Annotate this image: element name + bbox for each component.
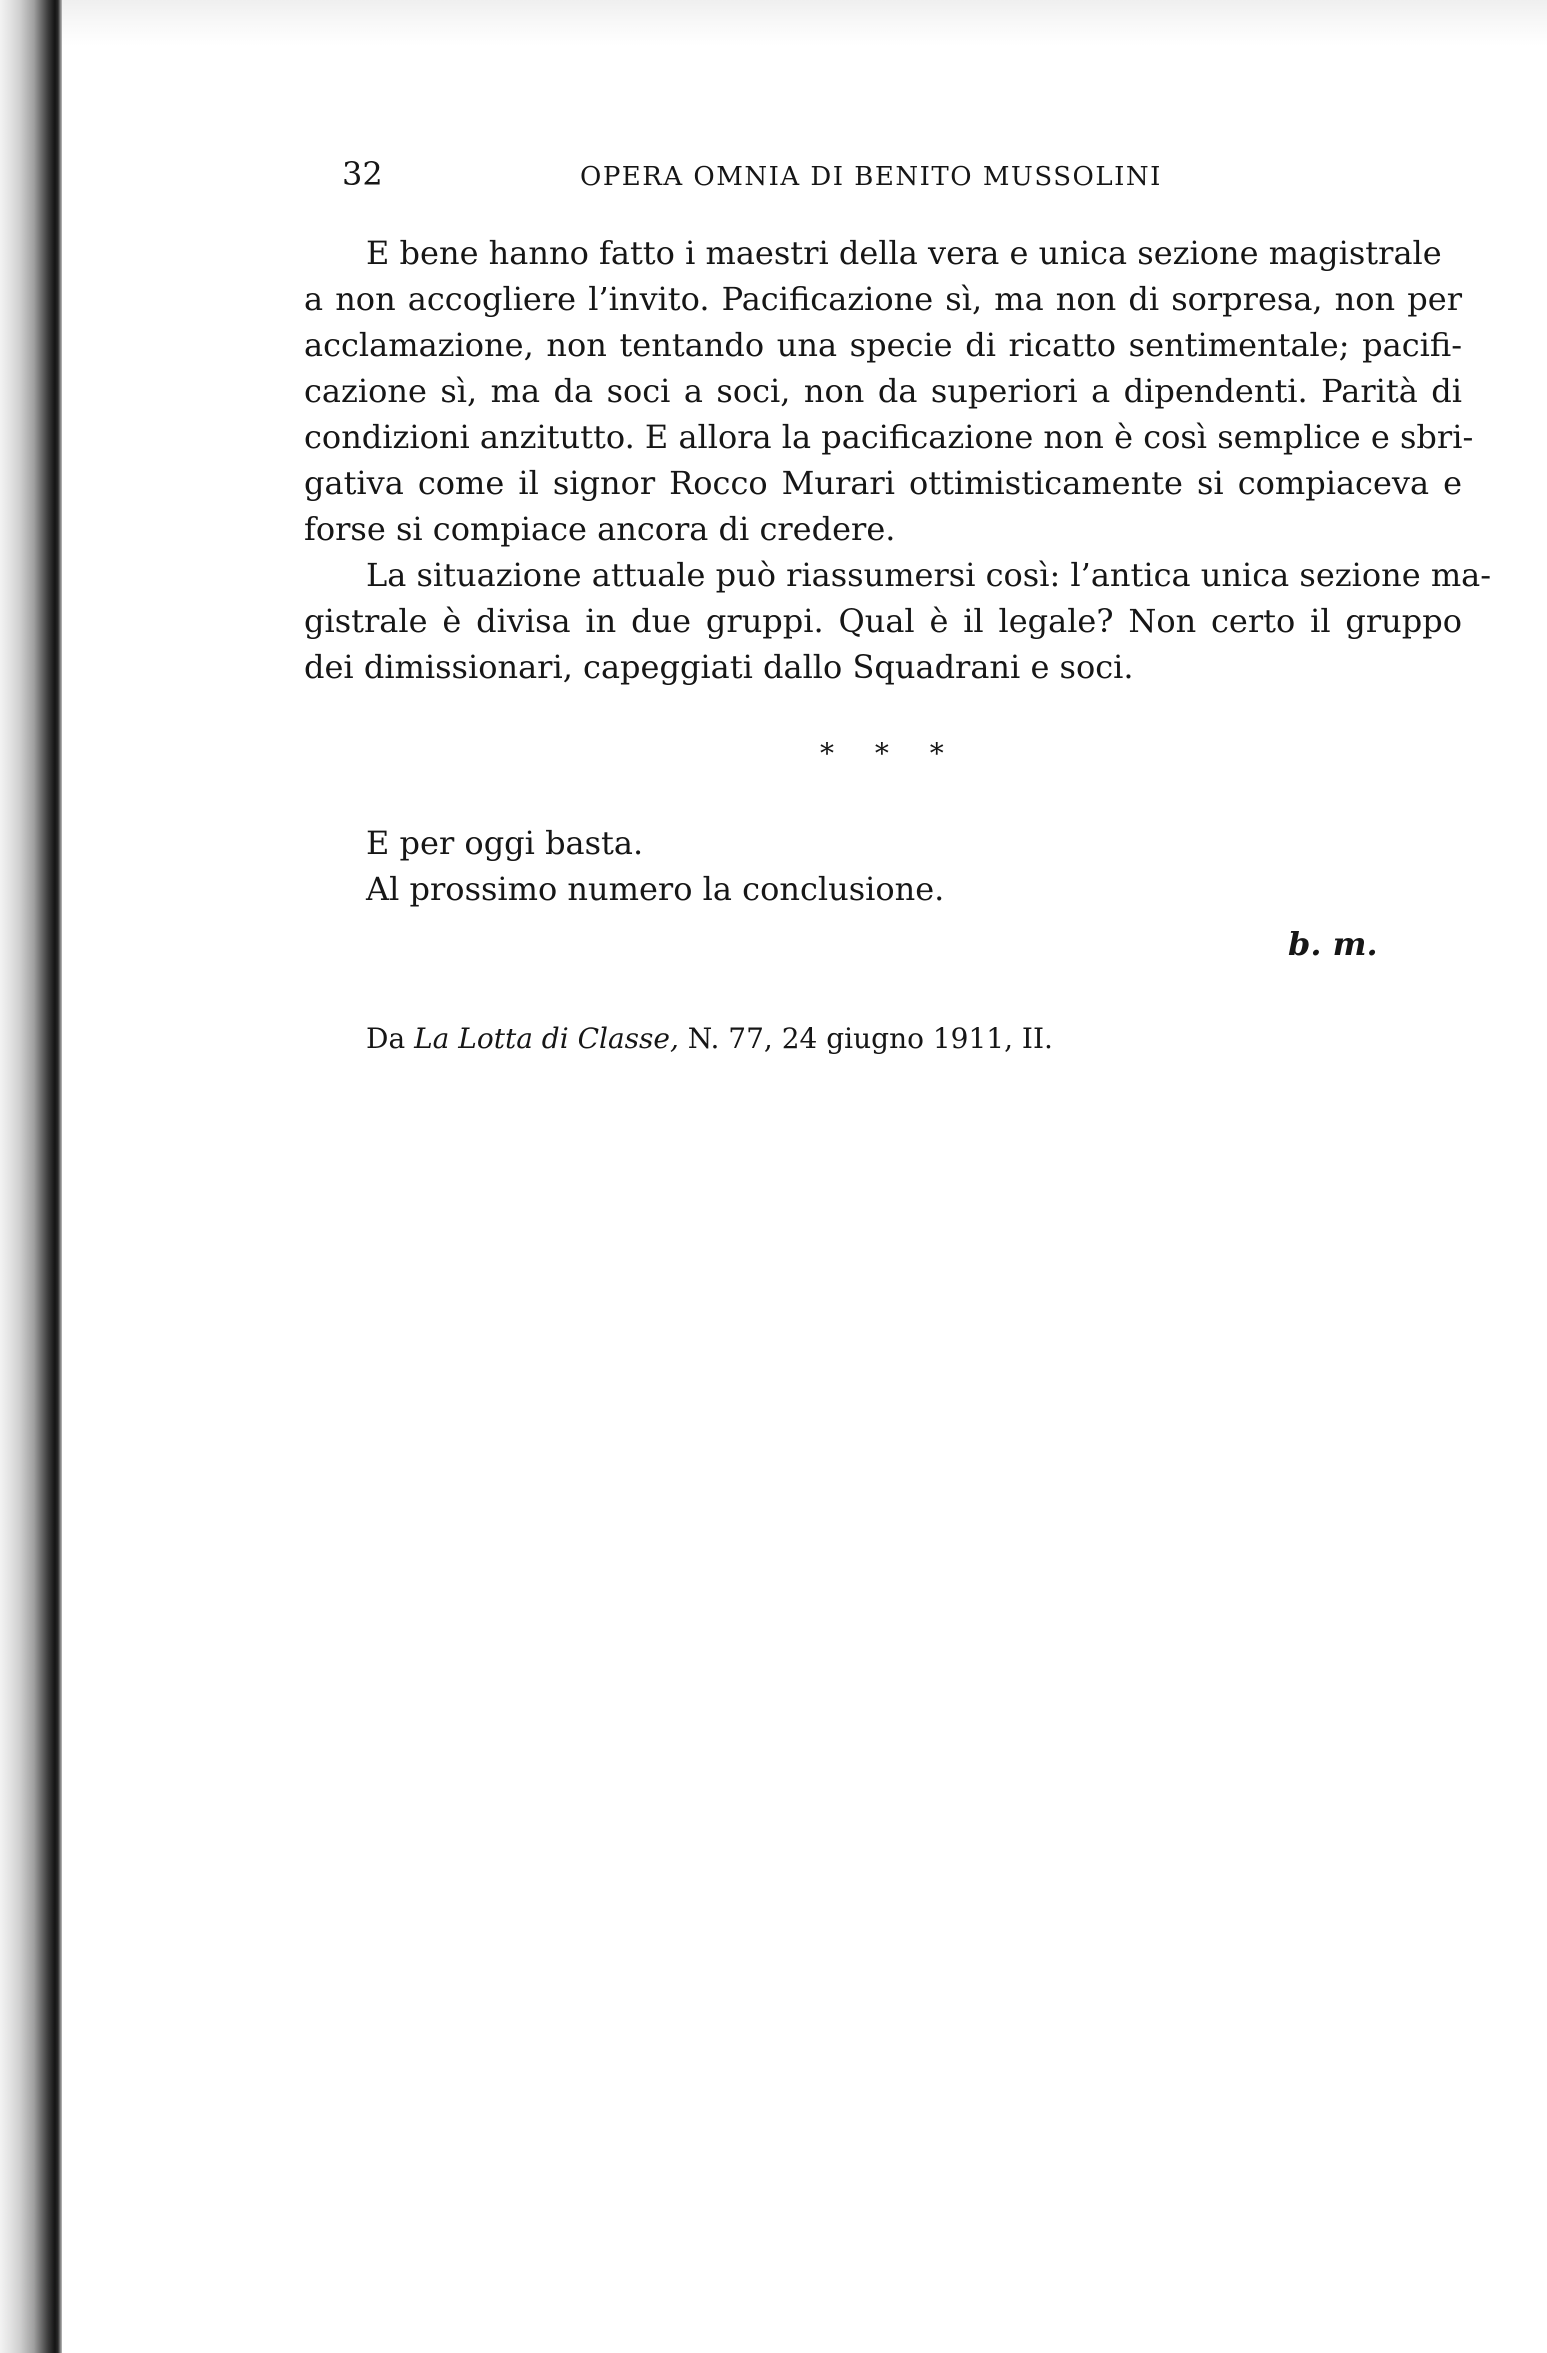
author-signature: b. m. [1288,925,1378,963]
source-details: N. 77, 24 giugno 1911, II. [687,1022,1053,1055]
source-publication: La Lotta di Classe, [414,1022,679,1055]
paragraph-line: E bene hanno fatto i maestri della vera e unica sezione magistrale [366,234,1442,272]
running-title: OPERA OMNIA DI BENITO MUSSOLINI [580,162,1162,192]
scanned-top-shadow [62,0,1547,46]
source-prefix: Da [366,1022,406,1055]
paragraph-line: La situazione attuale può riassumersi così: l’antica unica sezione ma- [366,556,1492,594]
closing-line: Al prossimo numero la conclusione. [366,870,945,908]
scanned-page-edge [0,0,62,2353]
closing-line: E per oggi basta. [366,824,644,862]
paragraph-line: gistrale è divisa in due gruppi. Qual è il legale? Non certo il gruppo [304,602,1462,640]
paragraph-line: condizioni anzitutto. E allora la pacificazione non è così semplice e sbri- [304,418,1474,456]
paragraph-line: forse si compiace ancora di credere. [304,510,896,548]
paragraph-line: a non accogliere l’invito. Pacificazione sì, ma non di sorpresa, non per [304,280,1462,318]
paragraph-line: dei dimissionari, capeggiati dallo Squadrani e soci. [304,648,1134,686]
source-citation [366,1020,1053,1058]
page-number: 32 [342,155,383,193]
paragraph-line: acclamazione, non tentando una specie di ricatto sentimentale; pacifi- [304,326,1462,364]
paragraph-line: cazione sì, ma da soci a soci, non da superiori a dipendenti. Parità di [304,372,1462,410]
section-ornament: * * * [820,737,960,770]
paragraph-line: gativa come il signor Rocco Murari ottimisticamente si compiaceva e [304,464,1462,502]
